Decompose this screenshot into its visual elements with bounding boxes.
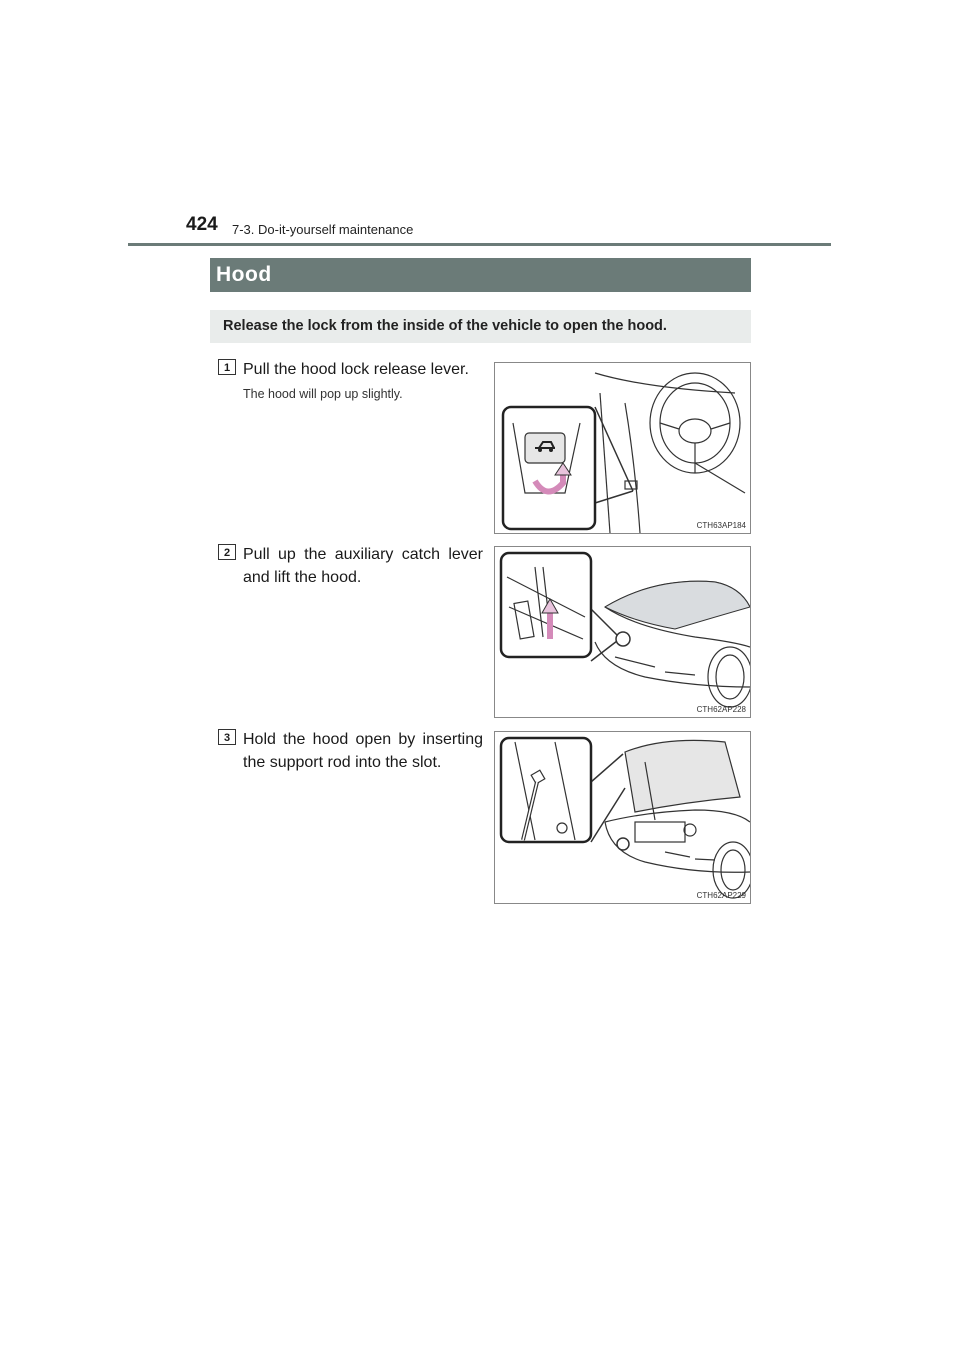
page-number: 424 <box>186 214 218 235</box>
figure-code: CTH63AP184 <box>696 521 746 530</box>
figure-code: CTH62AP229 <box>696 891 746 900</box>
step-1-text: Pull the hood lock release lever. <box>243 361 469 378</box>
figure-support-rod <box>494 731 751 904</box>
step-1-note: The hood will pop up slightly. <box>243 387 403 401</box>
step-3-number: 3 <box>218 729 236 745</box>
figure-code: CTH62AP228 <box>696 705 746 714</box>
hood-release-illustration <box>495 363 751 534</box>
figure-auxiliary-catch-lever <box>494 546 751 718</box>
step-2-number: 2 <box>218 544 236 560</box>
step-2-text: Pull up the auxiliary catch lever and lift the hood. <box>243 546 483 586</box>
header-rule <box>128 243 831 246</box>
support-rod-illustration <box>495 732 751 904</box>
figure-hood-release-lever <box>494 362 751 534</box>
catch-lever-illustration <box>495 547 751 718</box>
step-1-number: 1 <box>218 359 236 375</box>
step-3-text: Hold the hood open by inserting the support rod into the slot. <box>243 731 483 771</box>
section-label: 7-3. Do-it-yourself maintenance <box>232 222 414 237</box>
intro-text: Release the lock from the inside of the vehicle to open the hood. <box>210 310 751 343</box>
section-title: Hood <box>210 258 751 292</box>
